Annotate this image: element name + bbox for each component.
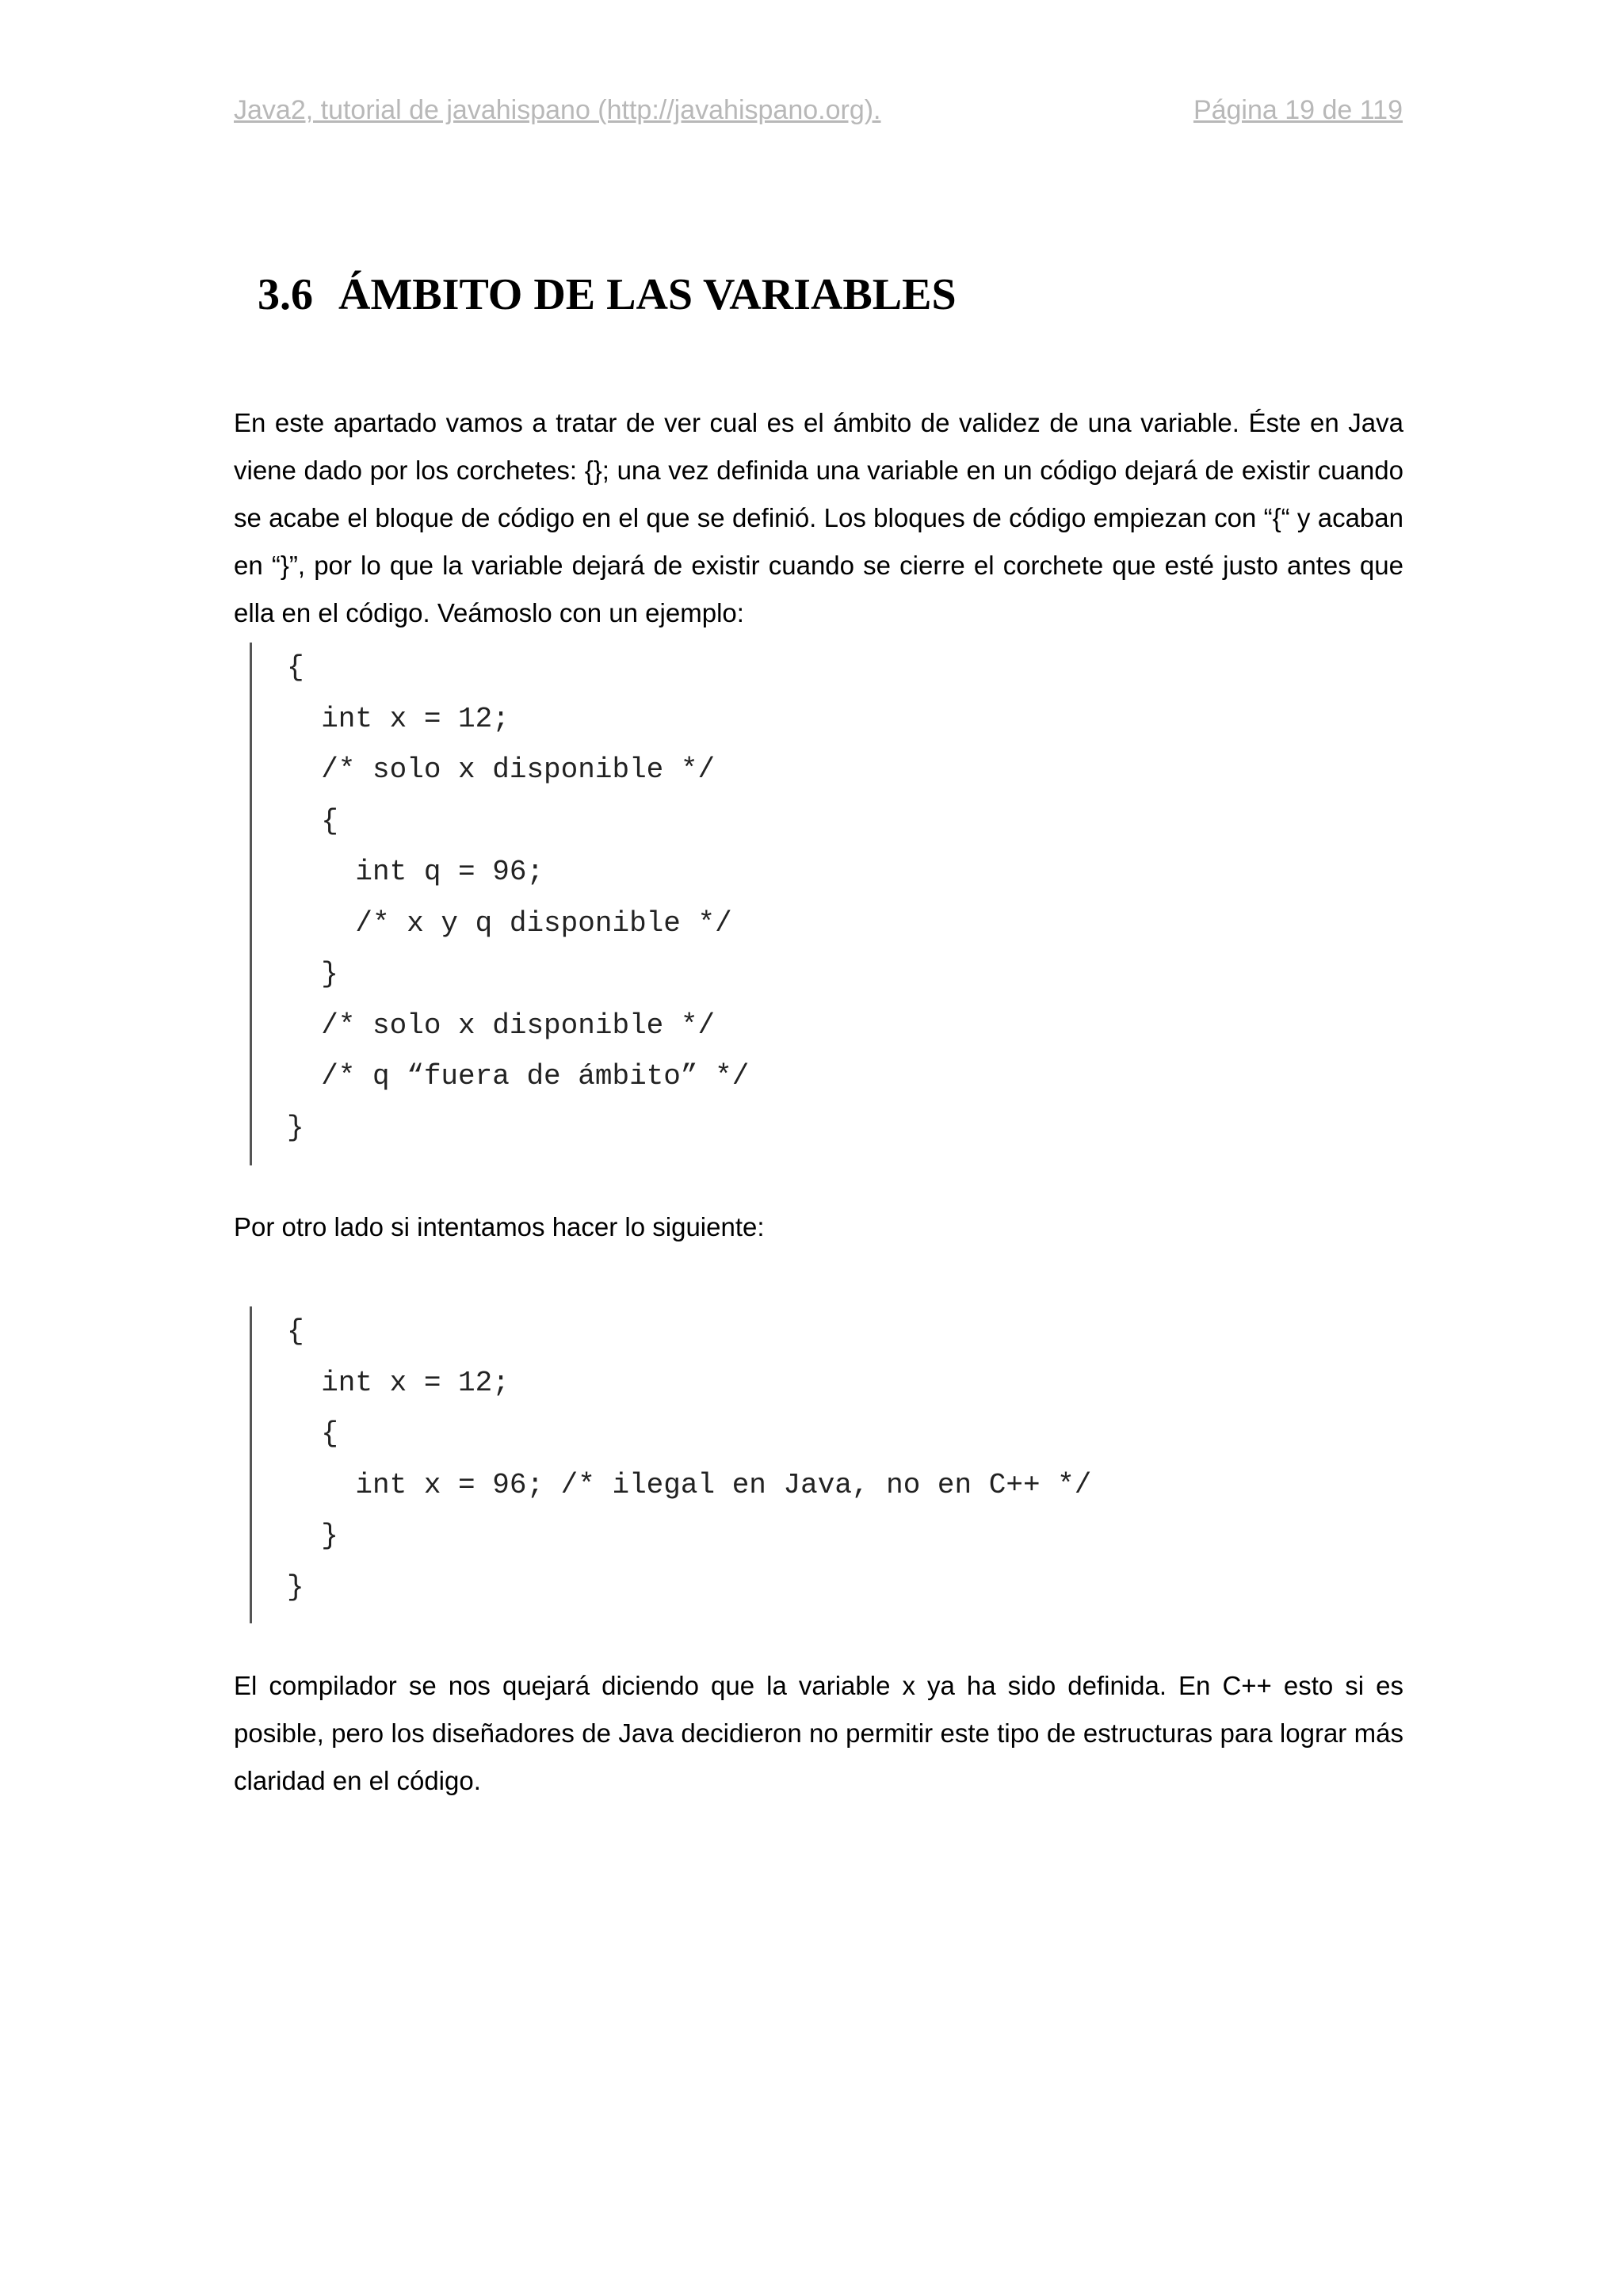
code-block-illegal-example — [250, 1306, 1091, 1623]
code-block-scope-example — [250, 643, 749, 1165]
running-header-title: Java2, tutorial de javahispano (http://javahispano.org). — [234, 95, 881, 125]
code-line: } — [287, 1520, 338, 1552]
code-line: /* solo x disponible */ — [287, 753, 716, 786]
code-line: { — [287, 1315, 304, 1348]
code-line: } — [287, 958, 338, 990]
second-paragraph: Por otro lado si intentamos hacer lo siguiente: — [234, 1212, 765, 1241]
code-line: int x = 12; — [287, 702, 510, 735]
code-line: } — [287, 1570, 304, 1604]
code-line: /* q “fuera de ámbito” */ — [287, 1060, 750, 1093]
page-number: Página 19 de 119 — [1193, 95, 1403, 125]
code-line: } — [287, 1111, 304, 1144]
code-line: { — [287, 651, 304, 684]
code-line: { — [287, 1417, 338, 1450]
conclusion-paragraph: El compilador se nos quejará diciendo que la variable x ya ha sido definida. En C++ esto si es posible, pero los diseñadores de Java decidieron no permitir este tipo de estructuras para lograr más claridad en el código. — [234, 1671, 1403, 1795]
code-line: /* solo x disponible */ — [287, 1009, 716, 1042]
code-line: /* x y q disponible */ — [287, 906, 732, 940]
code-line: int q = 96; — [287, 856, 544, 888]
section-number: 3.6 — [258, 270, 313, 319]
intro-paragraph: En este apartado vamos a tratar de ver cual es el ámbito de validez de una variable. Éste en Java viene dado por los corchetes: {}; una vez definida una variable en un código dejará de existir cuando se acabe el bloque de código en el que se definió. Los bloques de código empiezan con “{“ y acaban en “}”, por lo que la variable dejará de existir cuando se cierre el corchete que esté justo antes que ella en el código. Veámoslo con un ejemplo: — [234, 408, 1403, 627]
code-line: int x = 12; — [287, 1366, 510, 1399]
section-heading — [258, 269, 957, 320]
code-line: { — [287, 804, 338, 837]
section-title: ÁMBITO DE LAS VARIABLES — [338, 270, 957, 319]
code-line: int x = 96; /* ilegal en Java, no en C++ */ — [287, 1468, 1092, 1501]
